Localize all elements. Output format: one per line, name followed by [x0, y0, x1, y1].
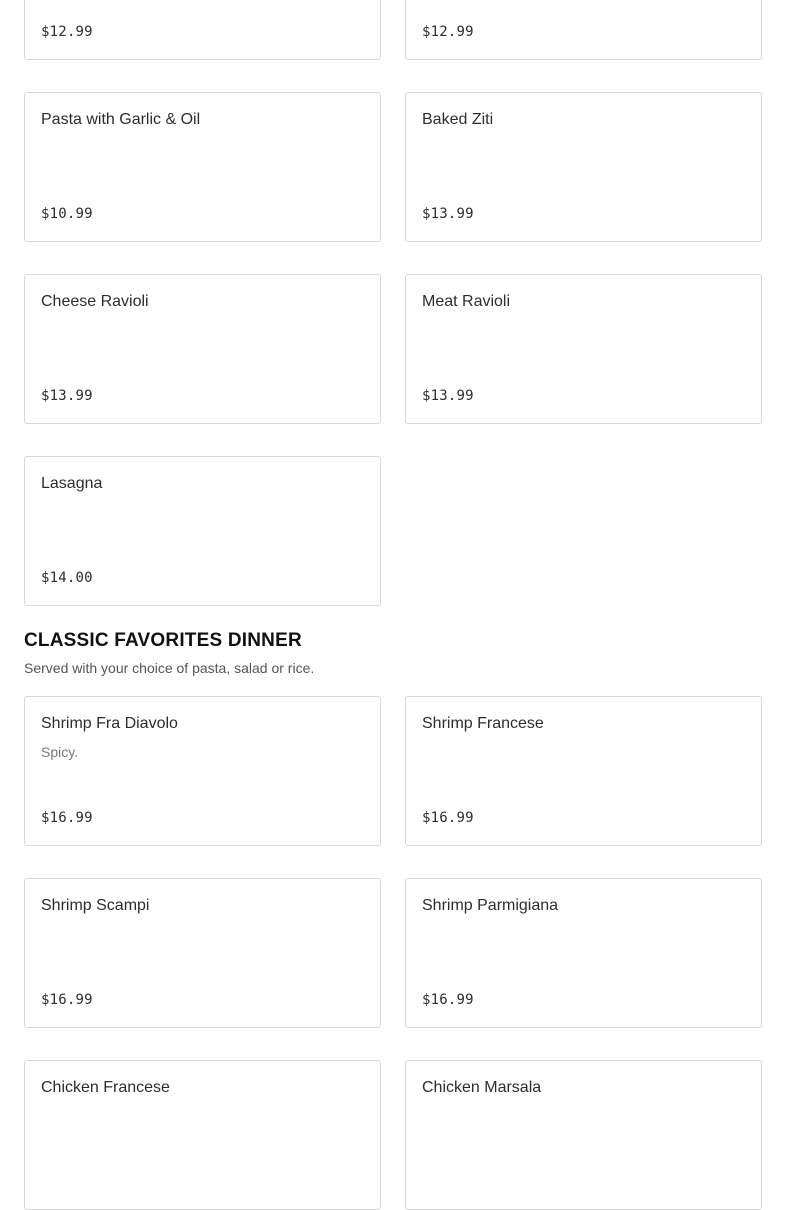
menu-item-card[interactable] — [405, 696, 762, 846]
menu-item-card[interactable] — [24, 878, 381, 1028]
item-price: $14.00 — [41, 570, 93, 586]
item-name: Shrimp Fra Diavolo — [41, 715, 178, 732]
item-name: Meat Ravioli — [422, 293, 511, 310]
item-name: Chicken Francese — [41, 1079, 170, 1096]
item-price: $16.99 — [41, 810, 93, 826]
menu-item-card[interactable] — [405, 92, 762, 242]
menu-item-card[interactable] — [24, 274, 381, 424]
item-price: $12.99 — [41, 24, 93, 40]
item-price: $13.99 — [422, 206, 474, 222]
item-price: $10.99 — [41, 206, 93, 222]
menu-item-card[interactable] — [24, 1060, 381, 1210]
menu-item-card[interactable] — [405, 0, 762, 60]
item-price: $16.99 — [422, 810, 474, 826]
item-name: Baked Ziti — [422, 111, 494, 128]
menu-item-card[interactable] — [405, 274, 762, 424]
item-price: $13.99 — [41, 388, 93, 404]
item-price: $16.99 — [41, 992, 93, 1008]
item-price: $16.99 — [422, 992, 474, 1008]
item-price: $13.99 — [422, 388, 474, 404]
menu-item-card[interactable] — [24, 92, 381, 242]
menu-item-card[interactable] — [24, 696, 381, 846]
item-price: $12.99 — [422, 24, 474, 40]
menu-item-card[interactable] — [24, 456, 381, 606]
item-name: Shrimp Parmigiana — [422, 897, 559, 914]
menu-item-card[interactable] — [405, 1060, 762, 1210]
item-name: Cheese Ravioli — [41, 293, 149, 310]
menu-item-card[interactable] — [24, 0, 381, 60]
item-description: Spicy. — [41, 744, 79, 760]
item-name: Shrimp Scampi — [41, 897, 150, 914]
item-name: Shrimp Francese — [422, 715, 544, 732]
item-name: Chicken Marsala — [422, 1079, 542, 1096]
item-name: Lasagna — [41, 475, 103, 492]
section-description: Served with your choice of pasta, salad or rice. — [24, 660, 315, 676]
menu-item-card[interactable] — [405, 878, 762, 1028]
section-title: CLASSIC FAVORITES DINNER — [24, 630, 302, 651]
item-name: Pasta with Garlic & Oil — [41, 111, 201, 128]
